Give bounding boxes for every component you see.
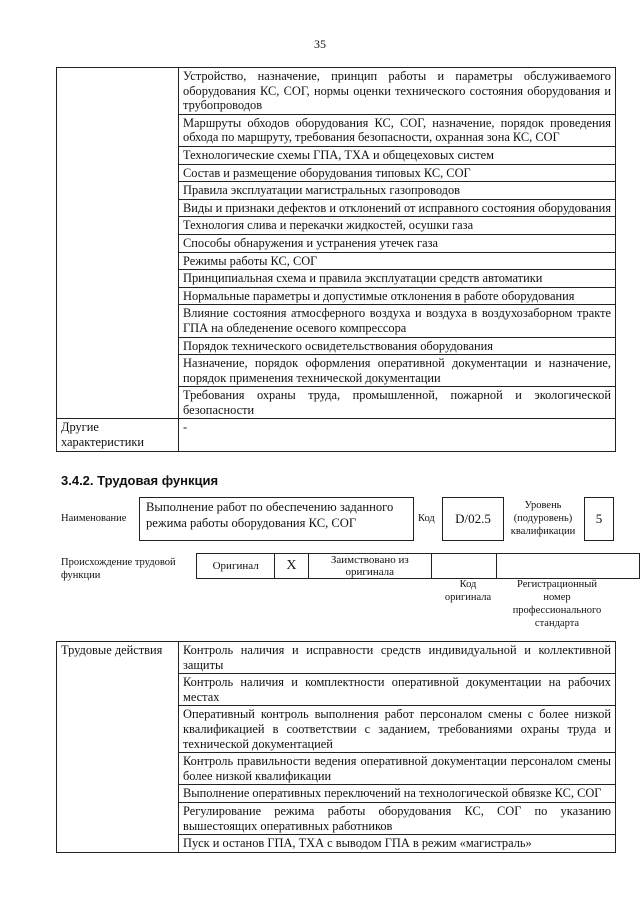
code-label: Код [418,513,435,524]
original-mark: X [275,554,308,579]
labor-action-item: Регулирование режима работы оборудования КС, СОГ по указанию вышестоящих оперативных работников [179,802,616,834]
borrowed-cell: Заимствовано из оригинала [308,554,431,579]
table-row [57,642,616,674]
labor-action-item: Контроль наличия и исправности средств индивидуальной и коллективной защиты [179,642,616,674]
requirement-item: Влияние состояния атмосферного воздуха и воздуха в воздухозаборном тракте ГПА на обледенение осевого компрессора [179,305,616,337]
requirement-item: Порядок технического освидетельствования оборудования [179,337,616,355]
requirement-item: Виды и признаки дефектов и отклонений от исправного состояния оборудования [179,199,616,217]
registration-number-cell [496,554,640,579]
function-name-box: Выполнение работ по обеспечению заданного режима работы оборудования КС, СОГ [139,497,414,541]
table-row [197,554,640,579]
requirement-item: Состав и размещение оборудования типовых КС, СОГ [179,164,616,182]
section-title: 3.4.2. Трудовая функция [61,473,219,488]
requirement-item: Способы обнаружения и устранения утечек газа [179,234,616,252]
original-code-cell [431,554,496,579]
requirement-item: Принципиальная схема и правила эксплуатации средств автоматики [179,270,616,288]
requirement-item: Режимы работы КС, СОГ [179,252,616,270]
other-characteristics-label: Другие характеристики [57,419,179,451]
page-number: 35 [314,37,326,51]
registration-number-caption: Регистрационный номер профессионального стандарта [512,579,602,629]
other-characteristics-value: - [179,419,616,451]
function-code-box: D/02.5 [442,497,504,541]
origin-label: Происхождение трудовой функции [61,557,176,581]
labor-action-item: Оперативный контроль выполнения работ персоналом смены с более низкой квалификацией в соответствии с заданием, требованиями охраны труда и технической документацией [179,706,616,753]
labor-action-item: Контроль наличия и комплектности оперативной документации на рабочих местах [179,674,616,706]
labor-action-item: Пуск и останов ГПА, ТХА с выводом ГПА в режим «магистраль» [179,835,616,853]
qualification-level-label: Уровень (подуровень) квалификации [510,500,576,537]
labor-action-item: Контроль правильности ведения оперативной документации персоналом смены более низкой квалификации [179,753,616,785]
requirements-table [56,67,616,452]
original-code-caption: Код оригинала [444,579,492,603]
requirement-item: Нормальные параметры и допустимые отклонения в работе оборудования [179,287,616,305]
requirement-item: Назначение, порядок оформления оперативной документации и назначение, порядок применения технической документации [179,355,616,387]
requirement-item: Правила эксплуатации магистральных газопроводов [179,182,616,200]
table-row [57,419,616,451]
labor-actions-table [56,641,616,853]
requirement-item: Требования охраны труда, промышленной, пожарной и экологической безопасности [179,387,616,419]
qualification-level-box: 5 [584,497,614,541]
labor-actions-label: Трудовые действия [57,642,179,853]
labor-action-item: Выполнение оперативных переключений на технологической обвязке КС, СОГ [179,785,616,803]
original-cell: Оригинал [197,554,275,579]
origin-table [196,553,640,579]
requirements-label-cell [57,68,179,419]
requirement-item: Технология слива и перекачки жидкостей, осушки газа [179,217,616,235]
requirement-item: Маршруты обходов оборудования КС, СОГ, назначение, порядок проведения обхода по маршруту, требования безопасности, охранная зона КС, СОГ [179,114,616,146]
table-row [57,68,616,115]
requirement-item: Технологические схемы ГПА, ТХА и общецеховых систем [179,146,616,164]
name-label: Наименование [61,513,127,524]
requirement-item: Устройство, назначение, принцип работы и параметры обслуживаемого оборудования КС, СОГ, нормы оценки технического состояния оборудования и трубопроводов [179,68,616,115]
